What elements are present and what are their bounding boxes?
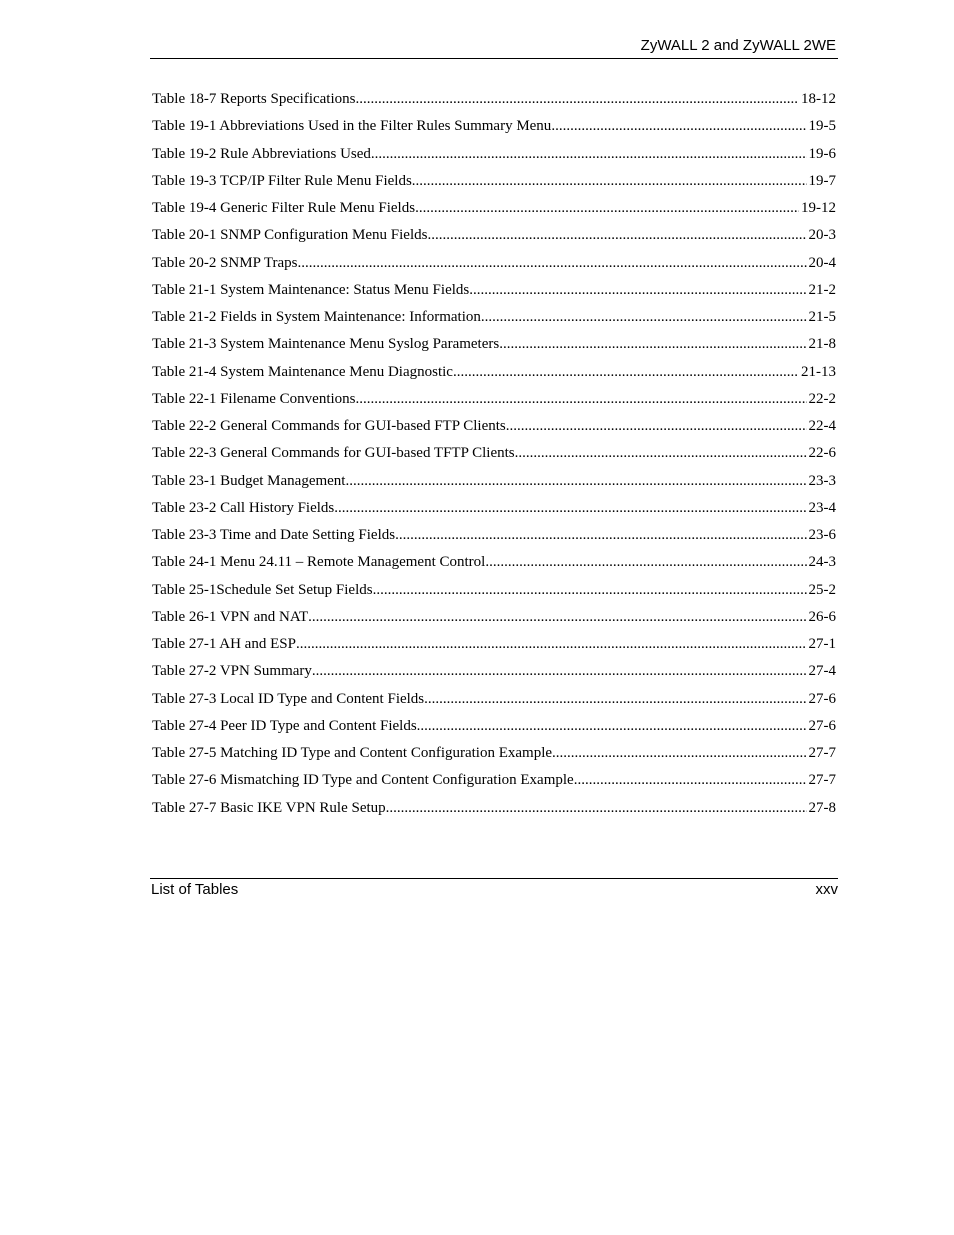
toc-entry-page: 27-6 <box>808 717 836 734</box>
dot-leader <box>356 387 807 411</box>
toc-entry[interactable] <box>152 659 836 686</box>
toc-entry-page: 27-4 <box>808 663 836 680</box>
toc-entry[interactable] <box>152 741 836 768</box>
toc-entry-label: Table 27-7 Basic IKE VPN Rule Setup <box>152 799 386 816</box>
toc-entry-label: Table 27-5 Matching ID Type and Content Configuration Example <box>152 745 553 761</box>
dot-leader <box>506 414 807 438</box>
toc-entry-label: Table 24-1 Menu 24.11 – Remote Management Control <box>152 554 486 571</box>
toc-entry-label: Table 21-4 System Maintenance Menu Diagnostic <box>152 363 453 380</box>
toc-entry-label: Table 18-7 Reports Specifications <box>152 91 356 107</box>
dot-leader <box>481 305 807 329</box>
toc-entry[interactable] <box>152 523 836 550</box>
toc-entry[interactable] <box>152 305 836 332</box>
toc-entry-page: 24-3 <box>808 554 836 571</box>
toc-entry-label: Table 27-1 AH and ESP <box>152 636 296 652</box>
toc-entry[interactable] <box>152 142 836 169</box>
dot-leader <box>312 659 807 683</box>
toc-entry[interactable] <box>152 387 836 414</box>
toc-entry[interactable] <box>152 550 836 577</box>
dot-leader <box>386 796 807 820</box>
dot-leader <box>427 223 806 247</box>
dot-leader <box>417 714 807 738</box>
toc-entry-page: 22-6 <box>808 445 836 462</box>
toc-entry-label: Table 23-3 Time and Date Setting Fields <box>152 527 396 543</box>
toc-entry-page: 23-6 <box>808 527 836 543</box>
toc-entry-page: 27-7 <box>808 772 836 789</box>
toc-entry-label: Table 19-3 TCP/IP Filter Rule Menu Fields <box>152 172 412 189</box>
dot-leader <box>345 469 806 493</box>
toc-entry-label: Table 27-6 Mismatching ID Type and Content Configuration Example <box>152 772 574 789</box>
toc-entry-page: 20-4 <box>808 254 836 271</box>
toc-entry-label: Table 21-1 System Maintenance: Status Menu Fields <box>152 281 470 298</box>
toc-entry[interactable] <box>152 768 836 795</box>
toc-entry-label: Table 23-1 Budget Management <box>152 472 346 489</box>
toc-entry-label: Table 27-3 Local ID Type and Content Fields <box>152 690 425 707</box>
toc-entry[interactable] <box>152 278 836 305</box>
dot-leader <box>453 360 799 384</box>
page-header <box>150 36 838 59</box>
footer-section-title: List of Tables <box>151 881 239 898</box>
toc-entry-page: 19-6 <box>808 145 836 162</box>
dot-leader <box>551 114 806 138</box>
dot-leader <box>552 741 806 765</box>
toc-entry-page: 23-4 <box>808 499 836 516</box>
toc-entry-page: 25-2 <box>808 581 836 598</box>
toc-entry-label: Table 22-3 General Commands for GUI-based TFTP Clients <box>152 445 515 462</box>
toc-entry-page: 20-3 <box>808 227 836 244</box>
toc-entry-label: Table 21-3 System Maintenance Menu Syslog Parameters <box>152 336 500 353</box>
toc-entry[interactable] <box>152 251 836 278</box>
toc-entry[interactable] <box>152 469 836 496</box>
dot-leader <box>298 251 807 275</box>
toc-entry[interactable] <box>152 796 836 823</box>
document-title: ZyWALL 2 and ZyWALL 2WE <box>640 37 836 54</box>
toc-entry-page: 22-4 <box>808 418 836 434</box>
toc-entry-label: Table 20-1 SNMP Configuration Menu Fields <box>152 227 428 244</box>
toc-entry[interactable] <box>152 578 836 605</box>
toc-entry[interactable] <box>152 414 836 441</box>
toc-entry-label: Table 19-1 Abbreviations Used in the Filter Rules Summary Menu <box>152 118 552 135</box>
toc-entry[interactable] <box>152 605 836 632</box>
toc-entry[interactable] <box>152 687 836 714</box>
dot-leader <box>574 768 807 792</box>
page-footer <box>150 878 838 901</box>
toc-entry-label: Table 19-4 Generic Filter Rule Menu Fields <box>152 200 416 216</box>
dot-leader <box>415 196 799 220</box>
dot-leader <box>469 278 806 302</box>
toc-entry-page: 19-12 <box>801 200 836 216</box>
toc-entry[interactable] <box>152 360 836 387</box>
dot-leader <box>515 441 807 465</box>
toc-entry[interactable] <box>152 87 836 114</box>
footer-page-number: xxv <box>815 881 838 898</box>
dot-leader <box>355 87 799 111</box>
dot-leader <box>499 332 806 356</box>
toc-entry-page: 27-1 <box>808 636 836 652</box>
toc-entry-label: Table 22-1 Filename Conventions <box>152 390 356 407</box>
toc-entry[interactable] <box>152 496 836 523</box>
toc-entry[interactable] <box>152 223 836 250</box>
toc-entry-page: 23-3 <box>808 472 836 489</box>
dot-leader <box>371 142 807 166</box>
toc-entry-label: Table 23-2 Call History Fields <box>152 499 335 516</box>
toc-entry-label: Table 21-2 Fields in System Maintenance: Information <box>152 309 481 325</box>
dot-leader <box>308 605 806 629</box>
toc-entry[interactable] <box>152 114 836 141</box>
list-of-tables <box>152 87 836 823</box>
toc-entry-page: 27-7 <box>808 745 836 761</box>
toc-entry-page: 18-12 <box>801 91 836 107</box>
toc-entry-page: 27-6 <box>808 690 836 707</box>
toc-entry-page: 21-5 <box>808 309 836 325</box>
toc-entry[interactable] <box>152 196 836 223</box>
toc-entry-page: 22-2 <box>808 390 836 407</box>
dot-leader <box>424 687 806 711</box>
toc-entry[interactable] <box>152 332 836 359</box>
toc-entry-page: 19-5 <box>808 118 836 135</box>
toc-entry-label: Table 27-4 Peer ID Type and Content Fields <box>152 717 417 734</box>
toc-entry-label: Table 19-2 Rule Abbreviations Used <box>152 145 371 162</box>
toc-entry-label: Table 27-2 VPN Summary <box>152 663 312 680</box>
toc-entry-page: 26-6 <box>808 608 836 625</box>
toc-entry[interactable] <box>152 441 836 468</box>
toc-entry-label: Table 20-2 SNMP Traps <box>152 254 298 271</box>
toc-entry[interactable] <box>152 632 836 659</box>
toc-entry-page: 27-8 <box>808 799 836 816</box>
toc-entry-label: Table 25-1Schedule Set Setup Fields <box>152 581 373 598</box>
toc-entry-label: Table 26-1 VPN and NAT <box>152 608 309 625</box>
dot-leader <box>395 523 806 547</box>
toc-entry-page: 21-2 <box>808 281 836 298</box>
toc-entry[interactable] <box>152 714 836 741</box>
dot-leader <box>412 169 807 193</box>
toc-entry[interactable] <box>152 169 836 196</box>
dot-leader <box>485 550 806 574</box>
toc-entry-page: 21-13 <box>801 363 836 380</box>
toc-entry-page: 19-7 <box>808 172 836 189</box>
dot-leader <box>296 632 807 656</box>
toc-entry-page: 21-8 <box>808 336 836 353</box>
dot-leader <box>373 578 807 602</box>
dot-leader <box>334 496 806 520</box>
toc-entry-label: Table 22-2 General Commands for GUI-based FTP Clients <box>152 418 506 434</box>
